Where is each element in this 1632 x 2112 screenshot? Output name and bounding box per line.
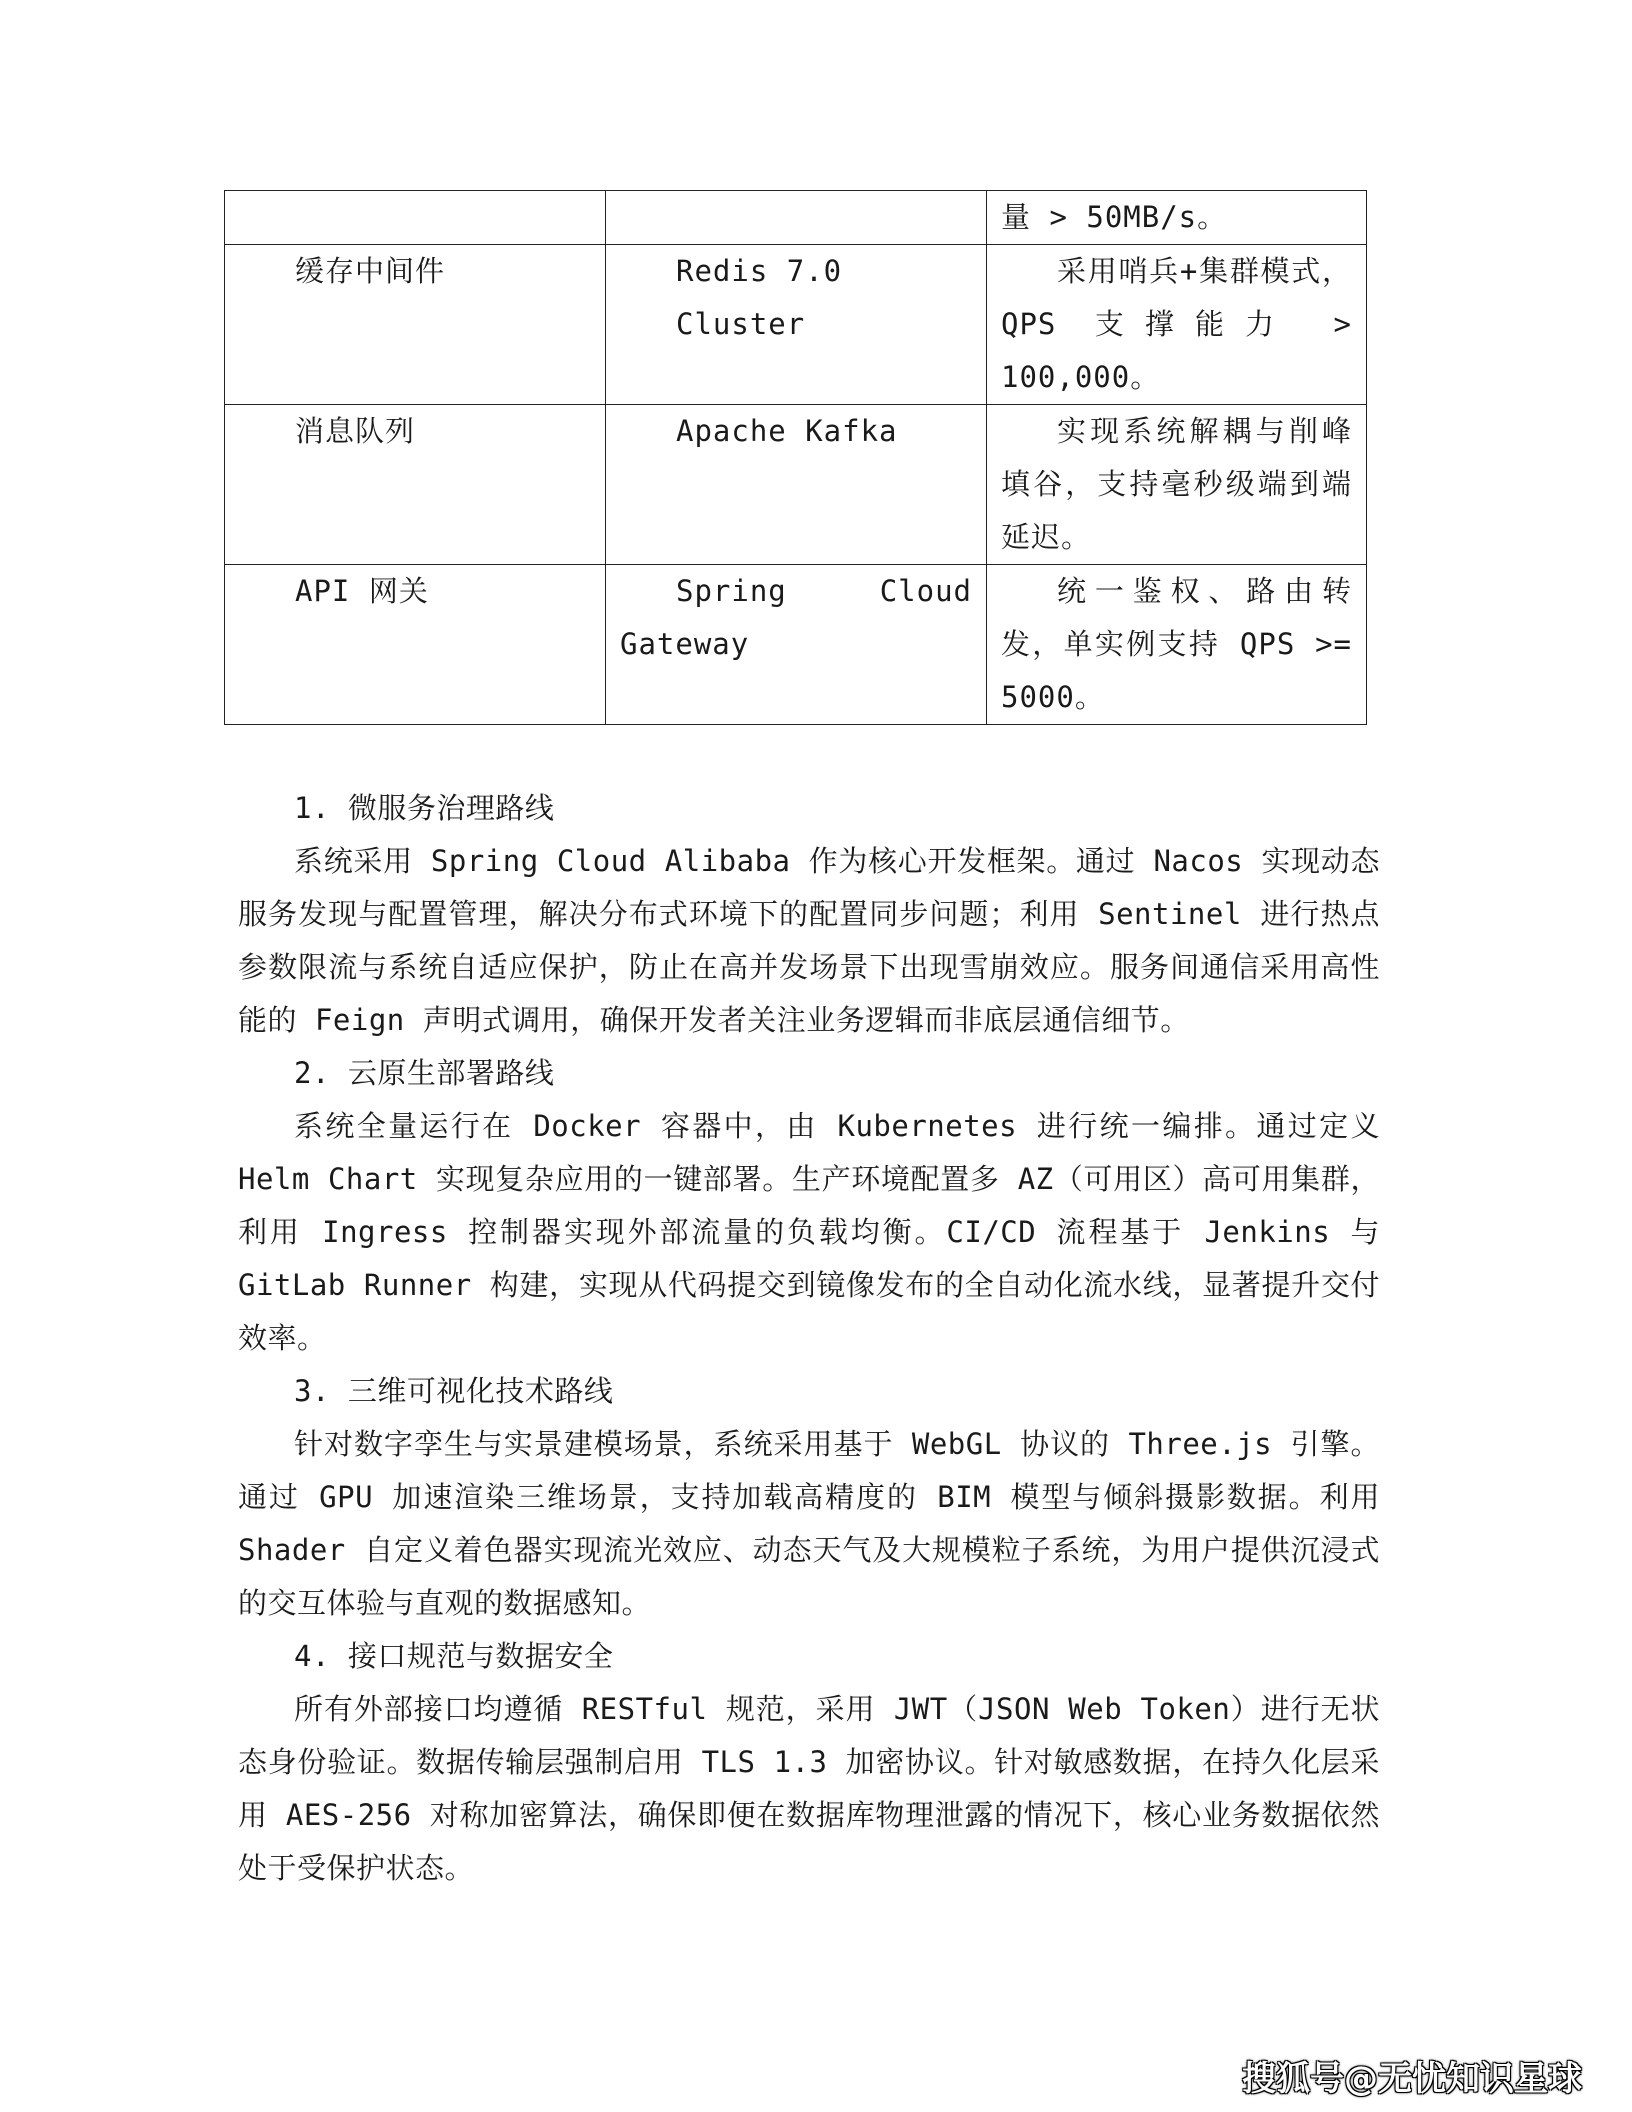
table-row [225, 405, 1367, 565]
product-word-b: Cloud [879, 574, 972, 608]
table-cell-component: 缓存中间件 [225, 245, 606, 405]
table-cell-product: Redis 7.0 Cluster [606, 245, 987, 405]
section-paragraph: 系统采用 Spring Cloud Alibaba 作为核心开发框架。通过 Nacos 实现动态服务发现与配置管理，解决分布式环境下的配置同步问题；利用 Sentinel 进行热点参数限流与系统自适应保护，防止在高并发场景下出现雪崩效应。服务间通信采用高性能的 Feign 声明式调用，确保开发者关注业务逻辑而非底层通信细节。 [238, 844, 1380, 1037]
table-cell-component: 消息队列 [225, 405, 606, 565]
table-cell-desc: 量 > 50MB/s。 [987, 191, 1367, 245]
table-row [225, 191, 1367, 245]
section-paragraph: 系统全量运行在 Docker 容器中，由 Kubernetes 进行统一编排。通过定义 Helm Chart 实现复杂应用的一键部署。生产环境配置多 AZ（可用区）高可用集群，利用 Ingress 控制器实现外部流量的负载均衡。CI/CD 流程基于 Jenkins 与 GitLab Runner 构建，实现从代码提交到镜像发布的全自动化流水线，显著提升交付效率。 [238, 1109, 1380, 1355]
section-heading: 4. 接口规范与数据安全 [294, 1639, 614, 1673]
product-line-2: Gateway [620, 627, 750, 661]
table-cell-component: API 网关 [225, 565, 606, 725]
table-cell-desc: 统一鉴权、路由转发，单实例支持 QPS >= 5000。 [987, 565, 1367, 725]
watermark: 搜狐号@无忧知识星球 [1242, 2059, 1582, 2099]
section-paragraph: 针对数字孪生与实景建模场景，系统采用基于 WebGL 协议的 Three.js 引擎。通过 GPU 加速渲染三维场景，支持加载高精度的 BIM 模型与倾斜摄影数据。利用 Shader 自定义着色器实现流光效应、动态天气及大规模粒子系统，为用户提供沉浸式的交互体验与直观的数据感知。 [238, 1427, 1380, 1620]
table-row [225, 565, 1367, 725]
table-cell-desc: 实现系统解耦与削峰填谷，支持毫秒级端到端延迟。 [987, 405, 1367, 565]
table-cell-product [606, 565, 987, 725]
spec-table [224, 190, 1367, 725]
product-word-a: Spring [676, 574, 787, 608]
table-row [225, 245, 1367, 405]
section-heading: 1. 微服务治理路线 [294, 791, 555, 825]
product-line-1 [620, 565, 972, 618]
section-paragraph: 所有外部接口均遵循 RESTful 规范，采用 JWT（JSON Web Token）进行无状态身份验证。数据传输层强制启用 TLS 1.3 加密协议。针对敏感数据，在持久化层采用 AES-256 对称加密算法，确保即便在数据库物理泄露的情况下，核心业务数据依然处于受保护状态。 [238, 1692, 1380, 1885]
table-cell-product [606, 191, 987, 245]
table-cell-product: Apache Kafka [606, 405, 987, 565]
tech-stack-table [224, 190, 1366, 725]
document-body [238, 782, 1380, 1895]
section-heading: 2. 云原生部署路线 [294, 1056, 555, 1090]
table-cell-component [225, 191, 606, 245]
table-cell-desc: 采用哨兵+集群模式，QPS 支撑能力 > 100,000。 [987, 245, 1367, 405]
section-heading: 3. 三维可视化技术路线 [294, 1374, 614, 1408]
